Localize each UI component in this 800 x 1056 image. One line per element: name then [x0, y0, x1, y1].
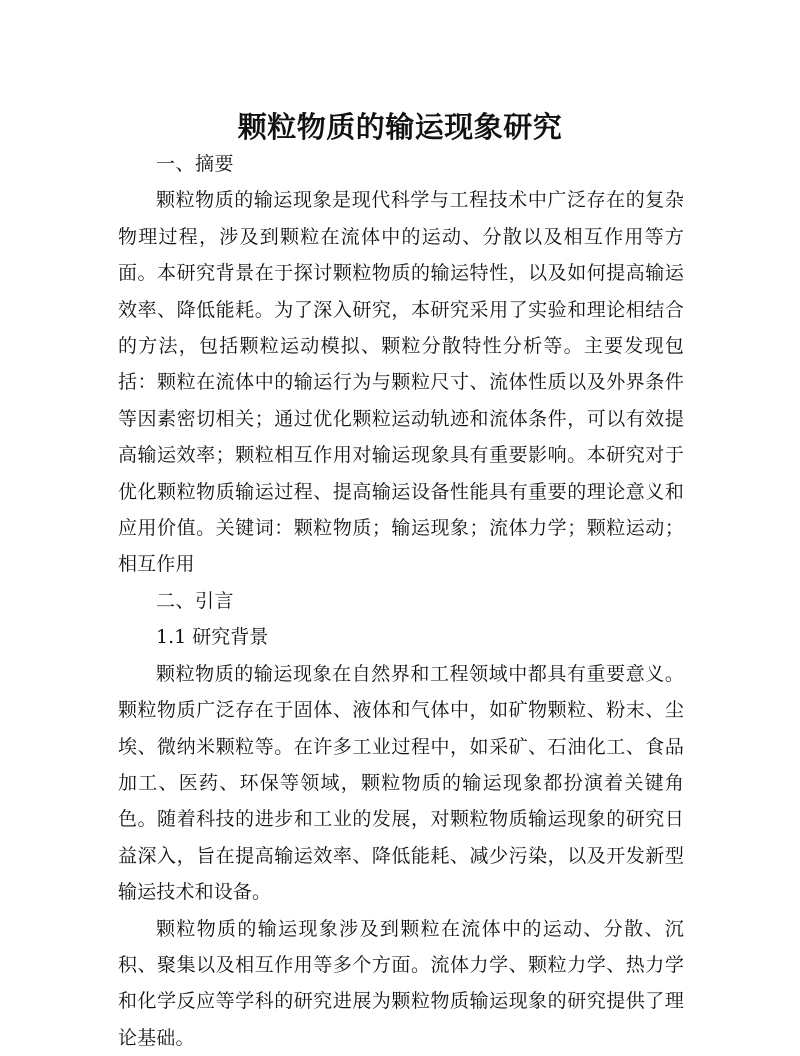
abstract-heading: 一、摘要: [156, 153, 235, 175]
document-body: [118, 146, 684, 1056]
document-title: 颗粒物质的输运现象研究: [237, 110, 563, 145]
research-background-subheading: 1.1 研究背景: [156, 626, 269, 649]
introduction-heading: 二、引言: [156, 589, 235, 612]
abstract-section: [118, 146, 684, 583]
introduction-section: [118, 583, 684, 1056]
introduction-paragraph-1: 颗粒物质的输运现象在自然界和工程领域中都具有重要意义。颗粒物质广泛存在于固体、液体和气体中，如矿物颗粒、粉末、尘埃、微纳米颗粒等。在许多工业过程中，如采矿、石油化工、食品加工、医药、环保等领域，颗粒物质的输运现象都扮演着关键角色。随着科技的进步和工业的发展，对颗粒物质输运现象的研究日益深入，旨在提高输运效率、降低能耗、减少污染，以及开发新型输运技术和设备。: [118, 662, 684, 904]
introduction-paragraph-2: 颗粒物质的输运现象涉及到颗粒在流体中的运动、分散、沉积、聚集以及相互作用等多个方面。流体力学、颗粒力学、热力学和化学反应等学科的研究进展为颗粒物质输运现象的研究提供了理论基础。: [118, 917, 684, 1049]
abstract-paragraph: 颗粒物质的输运现象是现代科学与工程技术中广泛存在的复杂物理过程，涉及到颗粒在流体中的运动、分散以及相互作用等方面。本研究背景在于探讨颗粒物质的输运特性，以及如何提高输运效率、降低能耗。为了深入研究，本研究采用了实验和理论相结合的方法，包括颗粒运动模拟、颗粒分散特性分析等。主要发现包括：颗粒在流体中的输运行为与颗粒尺寸、流体性质以及外界条件等因素密切相关；通过优化颗粒运动轨迹和流体条件，可以有效提高输运效率；颗粒相互作用对输运现象具有重要影响。本研究对于优化颗粒物质输运过程、提高输运设备性能具有重要的理论意义和应用价值。关键词：颗粒物质；输运现象；流体力学；颗粒运动；相互作用: [118, 189, 684, 576]
